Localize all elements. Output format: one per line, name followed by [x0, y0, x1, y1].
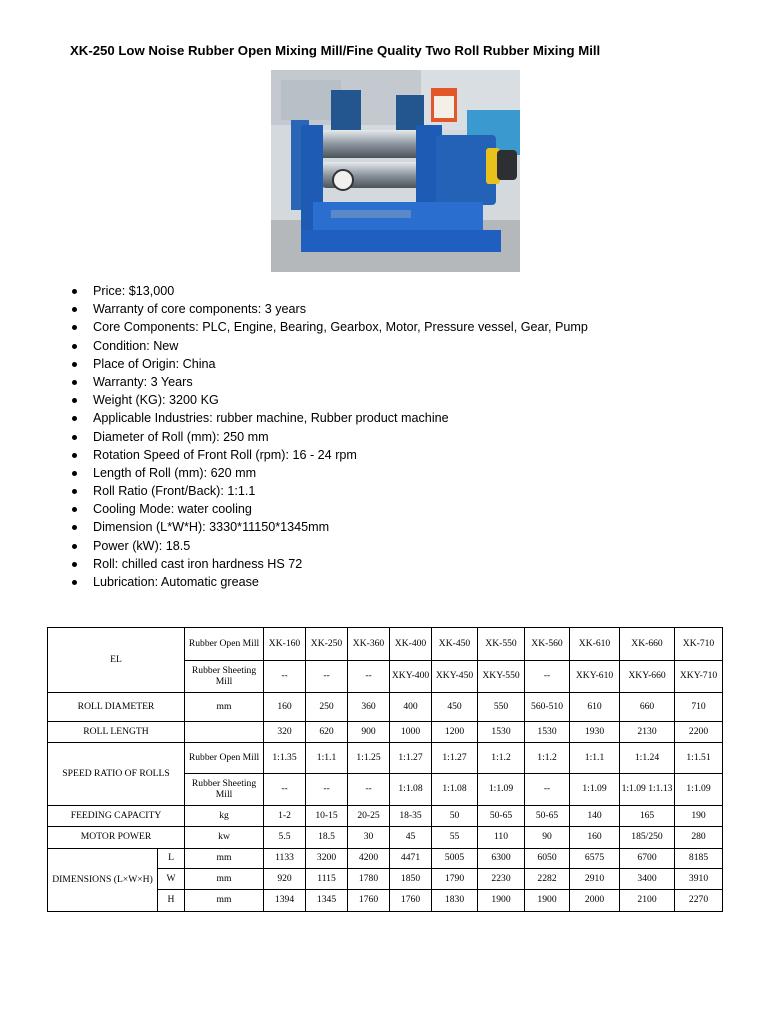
table-cell: 1:1.08 — [432, 774, 478, 806]
table-cell: 1:1.2 — [478, 743, 525, 774]
table-cell: XK-400 — [390, 628, 432, 661]
table-row — [48, 827, 723, 849]
table-cell: 110 — [478, 827, 525, 849]
list-item: Warranty of core components: 3 years — [70, 300, 588, 318]
row-label-feeding-capacity: FEEDING CAPACITY — [48, 806, 185, 827]
table-cell: 1:1.09 — [570, 774, 620, 806]
table-cell: 45 — [390, 827, 432, 849]
table-cell: XK-250 — [306, 628, 348, 661]
table-cell: 55 — [432, 827, 478, 849]
model-header: EL — [48, 628, 185, 693]
table-cell: 1:1.08 — [390, 774, 432, 806]
table-cell: -- — [306, 661, 348, 693]
table-cell: -- — [525, 661, 570, 693]
table-cell: 18.5 — [306, 827, 348, 849]
table-cell: 160 — [264, 693, 306, 722]
spec-list — [70, 282, 588, 591]
table-cell: -- — [264, 774, 306, 806]
list-item: Condition: New — [70, 337, 588, 355]
table-cell: -- — [264, 661, 306, 693]
table-cell: 6050 — [525, 849, 570, 869]
table-cell: -- — [348, 774, 390, 806]
list-item: Roll: chilled cast iron hardness HS 72 — [70, 555, 588, 573]
table-cell: 6300 — [478, 849, 525, 869]
table-cell: XK-560 — [525, 628, 570, 661]
table-cell: 1:1.35 — [264, 743, 306, 774]
table-cell: 1760 — [348, 890, 390, 912]
unit-cell: kg — [185, 806, 264, 827]
table-cell: 1530 — [525, 722, 570, 743]
table-cell: XKY-660 — [620, 661, 675, 693]
table-cell: 1345 — [306, 890, 348, 912]
table-cell: 140 — [570, 806, 620, 827]
table-cell: 550 — [478, 693, 525, 722]
product-photo — [271, 70, 520, 272]
table-row — [48, 849, 723, 869]
list-item: Rotation Speed of Front Roll (rpm): 16 - 24 rpm — [70, 446, 588, 464]
table-cell: 2200 — [675, 722, 723, 743]
table-cell: 1:1.09 — [675, 774, 723, 806]
unit-cell: mm — [185, 890, 264, 912]
table-cell: 8185 — [675, 849, 723, 869]
table-cell: 2100 — [620, 890, 675, 912]
table-cell: 1:1.27 — [432, 743, 478, 774]
table-cell: XKY-610 — [570, 661, 620, 693]
table-cell: XK-710 — [675, 628, 723, 661]
dimension-axis: L — [158, 849, 185, 869]
table-cell: 3200 — [306, 849, 348, 869]
table-cell: 1790 — [432, 869, 478, 890]
row-label-roll-length: ROLL LENGTH — [48, 722, 185, 743]
unit-cell: kw — [185, 827, 264, 849]
list-item: Dimension (L*W*H): 3330*11150*1345mm — [70, 518, 588, 536]
table-cell: 1900 — [525, 890, 570, 912]
table-cell: 1200 — [432, 722, 478, 743]
table-cell: 190 — [675, 806, 723, 827]
table-cell: 5005 — [432, 849, 478, 869]
table-cell: XKY-450 — [432, 661, 478, 693]
table-cell: XK-550 — [478, 628, 525, 661]
table-cell: 1900 — [478, 890, 525, 912]
table-cell: XK-360 — [348, 628, 390, 661]
table-cell: 920 — [264, 869, 306, 890]
list-item: Diameter of Roll (mm): 250 mm — [70, 428, 588, 446]
table-cell: 280 — [675, 827, 723, 849]
unit-cell — [185, 722, 264, 743]
table-row — [48, 628, 723, 661]
table-cell: 1000 — [390, 722, 432, 743]
table-cell: 18-35 — [390, 806, 432, 827]
table-cell: 1-2 — [264, 806, 306, 827]
sheeting-mill-label: Rubber Sheeting Mill — [185, 661, 264, 693]
table-cell: 2230 — [478, 869, 525, 890]
table-cell: XKY-710 — [675, 661, 723, 693]
table-cell: 3910 — [675, 869, 723, 890]
dimension-axis: H — [158, 890, 185, 912]
table-cell: 710 — [675, 693, 723, 722]
table-cell: 2910 — [570, 869, 620, 890]
table-cell: 1530 — [478, 722, 525, 743]
table-cell: 2282 — [525, 869, 570, 890]
table-cell: XK-160 — [264, 628, 306, 661]
table-row — [48, 743, 723, 774]
table-cell: 2270 — [675, 890, 723, 912]
dimension-axis: W — [158, 869, 185, 890]
table-cell: 4471 — [390, 849, 432, 869]
table-cell: 50 — [432, 806, 478, 827]
list-item: Cooling Mode: water cooling — [70, 500, 588, 518]
table-cell: 610 — [570, 693, 620, 722]
list-item: Weight (KG): 3200 KG — [70, 391, 588, 409]
table-cell: 185/250 — [620, 827, 675, 849]
table-cell: XK-450 — [432, 628, 478, 661]
table-cell: 1:1.09 — [478, 774, 525, 806]
table-cell: 1133 — [264, 849, 306, 869]
table-cell: 660 — [620, 693, 675, 722]
unit-cell: mm — [185, 849, 264, 869]
table-cell: 1394 — [264, 890, 306, 912]
row-label-dimensions: DIMENSIONS (L×W×H) — [48, 849, 158, 912]
table-row — [48, 693, 723, 722]
table-cell: 320 — [264, 722, 306, 743]
table-cell: 1115 — [306, 869, 348, 890]
table-cell: 1:1.51 — [675, 743, 723, 774]
table-cell: XKY-400 — [390, 661, 432, 693]
table-cell: 1:1.27 — [390, 743, 432, 774]
table-cell: 250 — [306, 693, 348, 722]
table-cell: 1760 — [390, 890, 432, 912]
table-row — [48, 806, 723, 827]
table-cell: 50-65 — [525, 806, 570, 827]
table-cell: 1:1.25 — [348, 743, 390, 774]
table-cell: 450 — [432, 693, 478, 722]
table-cell: 1:1.09 1:1.13 — [620, 774, 675, 806]
table-cell: 160 — [570, 827, 620, 849]
table-cell: 20-25 — [348, 806, 390, 827]
row-label-motor-power: MOTOR POWER — [48, 827, 185, 849]
table-cell: 1:1.1 — [570, 743, 620, 774]
table-cell: 165 — [620, 806, 675, 827]
table-cell: 400 — [390, 693, 432, 722]
table-cell: 2000 — [570, 890, 620, 912]
table-cell: XK-610 — [570, 628, 620, 661]
page-title: XK-250 Low Noise Rubber Open Mixing Mill/Fine Quality Two Roll Rubber Mixing Mill — [70, 43, 601, 58]
table-cell: 1780 — [348, 869, 390, 890]
table-cell: 4200 — [348, 849, 390, 869]
list-item: Power (kW): 18.5 — [70, 537, 588, 555]
table-cell: -- — [348, 661, 390, 693]
list-item: Lubrication: Automatic grease — [70, 573, 588, 591]
unit-cell: mm — [185, 693, 264, 722]
list-item: Warranty: 3 Years — [70, 373, 588, 391]
sheeting-mill-label: Rubber Sheeting Mill — [185, 774, 264, 806]
list-item: Applicable Industries: rubber machine, Rubber product machine — [70, 409, 588, 427]
unit-cell: mm — [185, 869, 264, 890]
table-cell: XKY-550 — [478, 661, 525, 693]
list-item: Price: $13,000 — [70, 282, 588, 300]
table-cell: 560-510 — [525, 693, 570, 722]
table-cell: 900 — [348, 722, 390, 743]
list-item: Length of Roll (mm): 620 mm — [70, 464, 588, 482]
row-label-speed-ratio: SPEED RATIO OF ROLLS — [48, 743, 185, 806]
list-item: Core Components: PLC, Engine, Bearing, Gearbox, Motor, Pressure vessel, Gear, Pump — [70, 318, 588, 336]
spec-table — [47, 627, 723, 912]
open-mill-label: Rubber Open Mill — [185, 743, 264, 774]
table-cell: 1:1.2 — [525, 743, 570, 774]
table-cell: XK-660 — [620, 628, 675, 661]
table-cell: 90 — [525, 827, 570, 849]
table-cell: 5.5 — [264, 827, 306, 849]
row-label-roll-diameter: ROLL DIAMETER — [48, 693, 185, 722]
table-cell: 1:1.1 — [306, 743, 348, 774]
table-cell: 30 — [348, 827, 390, 849]
table-cell: 360 — [348, 693, 390, 722]
table-cell: 50-65 — [478, 806, 525, 827]
table-cell: 6575 — [570, 849, 620, 869]
table-cell: 2130 — [620, 722, 675, 743]
table-cell: 620 — [306, 722, 348, 743]
table-cell: 1930 — [570, 722, 620, 743]
table-cell: 3400 — [620, 869, 675, 890]
list-item: Place of Origin: China — [70, 355, 588, 373]
table-cell: 1830 — [432, 890, 478, 912]
open-mill-label: Rubber Open Mill — [185, 628, 264, 661]
table-cell: 10-15 — [306, 806, 348, 827]
table-cell: -- — [525, 774, 570, 806]
table-cell: 1850 — [390, 869, 432, 890]
table-cell: -- — [306, 774, 348, 806]
table-cell: 6700 — [620, 849, 675, 869]
rubber-mixing-mill-photo — [271, 70, 520, 272]
table-cell: 1:1.24 — [620, 743, 675, 774]
table-row — [48, 722, 723, 743]
list-item: Roll Ratio (Front/Back): 1:1.1 — [70, 482, 588, 500]
